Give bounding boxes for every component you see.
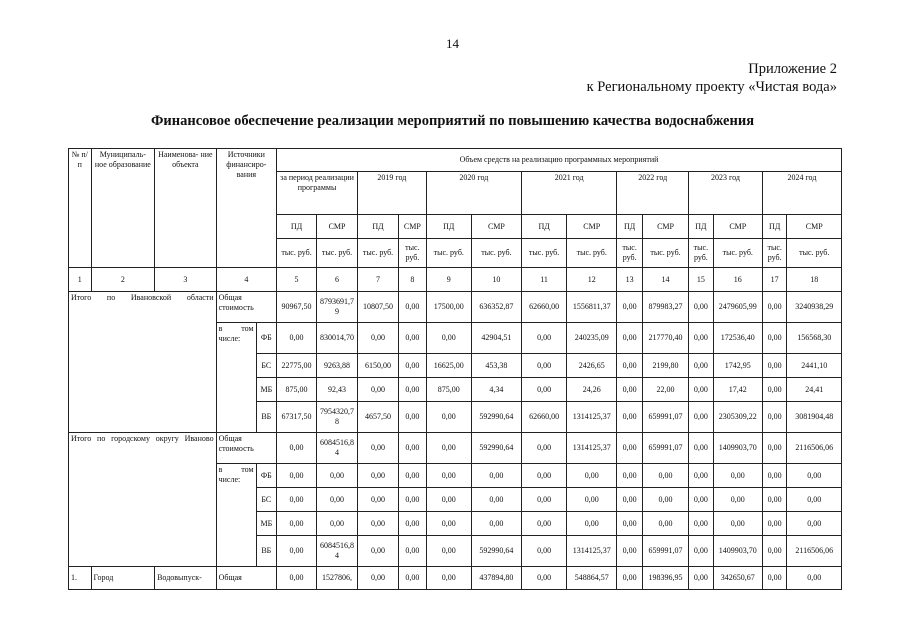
value-cell: 0,00 <box>277 567 317 590</box>
value-cell: 67317,50 <box>277 402 317 433</box>
value-cell: 0,00 <box>426 464 471 488</box>
value-cell: 0,00 <box>762 354 787 378</box>
column-number: 9 <box>426 268 471 292</box>
appendix-line-2: к Региональному проекту «Чистая вода» <box>586 79 837 95</box>
column-number: 2 <box>91 268 155 292</box>
header-pd: ПД <box>277 215 317 239</box>
value-cell: 0,00 <box>567 464 617 488</box>
value-cell: 0,00 <box>317 464 358 488</box>
value-cell: 0,00 <box>399 567 427 590</box>
header-unit: тыс. руб. <box>642 239 688 268</box>
value-cell: 0,00 <box>617 567 643 590</box>
column-number: 5 <box>277 268 317 292</box>
table-row <box>69 433 842 464</box>
value-cell: 0,00 <box>617 402 643 433</box>
value-cell: 0,00 <box>317 488 358 512</box>
including-label: в том числе: <box>216 323 256 433</box>
header-unit: тыс. руб. <box>762 239 787 268</box>
value-cell: 24,26 <box>567 378 617 402</box>
column-number: 18 <box>787 268 842 292</box>
value-cell: 0,00 <box>762 292 787 323</box>
value-cell: 10807,50 <box>358 292 399 323</box>
header-smr: СМР <box>642 215 688 239</box>
header-unit: тыс. руб. <box>471 239 521 268</box>
value-cell: 0,00 <box>522 488 567 512</box>
value-cell: 0,00 <box>689 488 714 512</box>
value-cell: 0,00 <box>617 536 643 567</box>
source-code: ВБ <box>256 402 277 433</box>
source-code: ВБ <box>256 536 277 567</box>
value-cell: 0,00 <box>399 378 427 402</box>
source-code: ФБ <box>256 464 277 488</box>
header-period: за период реализации программы <box>277 172 358 215</box>
row-source: Общая <box>216 567 276 590</box>
value-cell: 0,00 <box>762 378 787 402</box>
header-pd: ПД <box>426 215 471 239</box>
value-cell: 6150,00 <box>358 354 399 378</box>
value-cell: 0,00 <box>787 464 842 488</box>
value-cell: 90967,50 <box>277 292 317 323</box>
value-cell: 24,41 <box>787 378 842 402</box>
value-cell: 0,00 <box>617 433 643 464</box>
column-number: 12 <box>567 268 617 292</box>
value-cell: 0,00 <box>426 488 471 512</box>
value-cell: 0,00 <box>787 512 842 536</box>
value-cell: 0,00 <box>617 292 643 323</box>
value-cell: 217770,40 <box>642 323 688 354</box>
header-smr: СМР <box>317 215 358 239</box>
value-cell: 0,00 <box>399 464 427 488</box>
appendix-note <box>587 60 837 96</box>
table-row <box>69 292 842 323</box>
value-cell: 0,00 <box>713 488 762 512</box>
value-cell: 0,00 <box>787 567 842 590</box>
header-unit: тыс. руб. <box>522 239 567 268</box>
value-cell: 0,00 <box>713 464 762 488</box>
value-cell: 172536,40 <box>713 323 762 354</box>
value-cell: 0,00 <box>689 292 714 323</box>
value-cell: 0,00 <box>471 512 521 536</box>
value-cell: 0,00 <box>399 512 427 536</box>
column-number: 10 <box>471 268 521 292</box>
value-cell: 0,00 <box>617 378 643 402</box>
value-cell: 156568,30 <box>787 323 842 354</box>
value-cell: 0,00 <box>762 402 787 433</box>
column-number: 4 <box>216 268 276 292</box>
value-cell: 7954320,78 <box>317 402 358 433</box>
value-cell: 0,00 <box>277 488 317 512</box>
value-cell: 8793691,79 <box>317 292 358 323</box>
column-number: 1 <box>69 268 92 292</box>
row-object: Водовыпуск- <box>155 567 217 590</box>
appendix-line-1: Приложение 2 <box>748 61 837 77</box>
value-cell: 437894,80 <box>471 567 521 590</box>
header-unit: тыс. руб. <box>277 239 317 268</box>
value-cell: 0,00 <box>399 354 427 378</box>
row-number: 1. <box>69 567 92 590</box>
value-cell: 0,00 <box>617 354 643 378</box>
value-cell: 1556811,37 <box>567 292 617 323</box>
value-cell: 0,00 <box>277 433 317 464</box>
value-cell: 3081904,48 <box>787 402 842 433</box>
header-pd: ПД <box>358 215 399 239</box>
header-unit: тыс. руб. <box>787 239 842 268</box>
value-cell: 0,00 <box>522 378 567 402</box>
header-year-2019: 2019 год <box>358 172 427 215</box>
value-cell: 875,00 <box>426 378 471 402</box>
value-cell: 0,00 <box>762 464 787 488</box>
table-row <box>69 567 842 590</box>
column-number: 11 <box>522 268 567 292</box>
value-cell: 0,00 <box>426 567 471 590</box>
header-unit: тыс. руб. <box>399 239 427 268</box>
value-cell: 0,00 <box>762 323 787 354</box>
value-cell: 0,00 <box>277 536 317 567</box>
value-cell: 62660,00 <box>522 402 567 433</box>
column-number: 17 <box>762 268 787 292</box>
value-cell: 0,00 <box>689 464 714 488</box>
header-smr: СМР <box>399 215 427 239</box>
header-year-2021: 2021 год <box>522 172 617 215</box>
value-cell: 0,00 <box>358 378 399 402</box>
value-cell: 0,00 <box>689 354 714 378</box>
value-cell: 0,00 <box>426 433 471 464</box>
value-cell: 659991,07 <box>642 433 688 464</box>
source-code: ФБ <box>256 323 277 354</box>
value-cell: 592990,64 <box>471 433 521 464</box>
value-cell: 0,00 <box>762 512 787 536</box>
value-cell: 0,00 <box>762 433 787 464</box>
value-cell: 0,00 <box>522 354 567 378</box>
value-cell: 1314125,37 <box>567 402 617 433</box>
value-cell: 548864,57 <box>567 567 617 590</box>
header-smr: СМР <box>471 215 521 239</box>
column-number: 16 <box>713 268 762 292</box>
value-cell: 1314125,37 <box>567 536 617 567</box>
value-cell: 2116506,06 <box>787 433 842 464</box>
header-unit: тыс. руб. <box>689 239 714 268</box>
value-cell: 659991,07 <box>642 402 688 433</box>
column-number: 3 <box>155 268 217 292</box>
value-cell: 4,34 <box>471 378 521 402</box>
value-cell: 22,00 <box>642 378 688 402</box>
header-volume: Объем средств на реализацию программных мероприятий <box>277 149 842 172</box>
value-cell: 0,00 <box>617 464 643 488</box>
value-cell: 0,00 <box>277 464 317 488</box>
value-cell: 240235,09 <box>567 323 617 354</box>
value-cell: 198396,95 <box>642 567 688 590</box>
value-cell: 875,00 <box>277 378 317 402</box>
column-number: 7 <box>358 268 399 292</box>
header-unit: тыс. руб. <box>617 239 643 268</box>
value-cell: 1409903,70 <box>713 433 762 464</box>
value-cell: 0,00 <box>689 323 714 354</box>
value-cell: 0,00 <box>399 536 427 567</box>
value-cell: 0,00 <box>471 488 521 512</box>
value-cell: 0,00 <box>642 464 688 488</box>
value-cell: 0,00 <box>277 512 317 536</box>
value-cell: 0,00 <box>317 512 358 536</box>
column-number: 6 <box>317 268 358 292</box>
total-cost-label: Общая стоимость <box>216 433 276 464</box>
value-cell: 0,00 <box>787 488 842 512</box>
value-cell: 0,00 <box>689 567 714 590</box>
value-cell: 342650,67 <box>713 567 762 590</box>
value-cell: 2426,65 <box>567 354 617 378</box>
value-cell: 0,00 <box>426 512 471 536</box>
value-cell: 0,00 <box>277 323 317 354</box>
value-cell: 2199,80 <box>642 354 688 378</box>
value-cell: 1527806, <box>317 567 358 590</box>
value-cell: 3240938,29 <box>787 292 842 323</box>
value-cell: 0,00 <box>358 567 399 590</box>
value-cell: 0,00 <box>617 323 643 354</box>
value-cell: 0,00 <box>522 464 567 488</box>
total-cost-label: Общая стоимость <box>216 292 276 323</box>
source-code: БС <box>256 488 277 512</box>
group-label: Итого по городскому округу Иваново <box>69 433 217 567</box>
column-number: 13 <box>617 268 643 292</box>
value-cell: 830014,70 <box>317 323 358 354</box>
value-cell: 16625,00 <box>426 354 471 378</box>
value-cell: 0,00 <box>399 292 427 323</box>
value-cell: 4657,50 <box>358 402 399 433</box>
value-cell: 22775,00 <box>277 354 317 378</box>
value-cell: 92,43 <box>317 378 358 402</box>
source-code: МБ <box>256 378 277 402</box>
value-cell: 0,00 <box>426 536 471 567</box>
header-pd: ПД <box>522 215 567 239</box>
value-cell: 453,38 <box>471 354 521 378</box>
value-cell: 0,00 <box>358 488 399 512</box>
value-cell: 42904,51 <box>471 323 521 354</box>
header-unit: тыс. руб. <box>713 239 762 268</box>
value-cell: 0,00 <box>358 433 399 464</box>
value-cell: 0,00 <box>522 536 567 567</box>
value-cell: 0,00 <box>522 512 567 536</box>
value-cell: 0,00 <box>689 378 714 402</box>
value-cell: 0,00 <box>399 488 427 512</box>
value-cell: 879983,27 <box>642 292 688 323</box>
header-pd: ПД <box>617 215 643 239</box>
page-number: 14 <box>446 36 459 51</box>
value-cell: 0,00 <box>471 464 521 488</box>
value-cell: 1409903,70 <box>713 536 762 567</box>
value-cell: 1314125,37 <box>567 433 617 464</box>
value-cell: 659991,07 <box>642 536 688 567</box>
header-smr: СМР <box>787 215 842 239</box>
financing-table <box>68 148 842 590</box>
value-cell: 17,42 <box>713 378 762 402</box>
value-cell: 0,00 <box>642 512 688 536</box>
header-pd: ПД <box>762 215 787 239</box>
header-year-2020: 2020 год <box>426 172 521 215</box>
value-cell: 0,00 <box>358 464 399 488</box>
value-cell: 0,00 <box>762 488 787 512</box>
value-cell: 0,00 <box>358 512 399 536</box>
group-label: Итого по Ивановской области <box>69 292 217 433</box>
header-year-2023: 2023 год <box>689 172 763 215</box>
value-cell: 0,00 <box>358 323 399 354</box>
value-cell: 9263,88 <box>317 354 358 378</box>
column-number: 15 <box>689 268 714 292</box>
value-cell: 0,00 <box>689 433 714 464</box>
value-cell: 0,00 <box>689 536 714 567</box>
value-cell: 17500,00 <box>426 292 471 323</box>
row-municipality: Город <box>91 567 155 590</box>
value-cell: 2305309,22 <box>713 402 762 433</box>
value-cell: 0,00 <box>358 536 399 567</box>
value-cell: 0,00 <box>522 433 567 464</box>
column-number: 14 <box>642 268 688 292</box>
source-code: БС <box>256 354 277 378</box>
value-cell: 0,00 <box>426 402 471 433</box>
value-cell: 0,00 <box>713 512 762 536</box>
value-cell: 0,00 <box>399 323 427 354</box>
header-unit: тыс. руб. <box>358 239 399 268</box>
value-cell: 0,00 <box>617 488 643 512</box>
value-cell: 0,00 <box>426 323 471 354</box>
document-title: Финансовое обеспечение реализации мероприятий по повышению качества водоснабжения <box>150 113 755 129</box>
value-cell: 0,00 <box>399 433 427 464</box>
value-cell: 592990,64 <box>471 402 521 433</box>
value-cell: 2479605,99 <box>713 292 762 323</box>
value-cell: 62660,00 <box>522 292 567 323</box>
value-cell: 0,00 <box>762 536 787 567</box>
column-number: 8 <box>399 268 427 292</box>
header-smr: СМР <box>713 215 762 239</box>
value-cell: 6084516,84 <box>317 536 358 567</box>
header-pd: ПД <box>689 215 714 239</box>
value-cell: 0,00 <box>567 488 617 512</box>
value-cell: 0,00 <box>762 567 787 590</box>
header-unit: тыс. руб. <box>567 239 617 268</box>
value-cell: 592990,64 <box>471 536 521 567</box>
header-year-2024: 2024 год <box>762 172 841 215</box>
value-cell: 0,00 <box>689 402 714 433</box>
header-object: Наименова- ние объекта <box>155 149 217 268</box>
value-cell: 0,00 <box>689 512 714 536</box>
including-label: в том числе: <box>216 464 256 567</box>
header-source: Источники финансиро- вания <box>216 149 276 268</box>
value-cell: 0,00 <box>567 512 617 536</box>
value-cell: 6084516,84 <box>317 433 358 464</box>
header-num: № п/п <box>69 149 92 268</box>
value-cell: 0,00 <box>522 567 567 590</box>
header-year-2022: 2022 год <box>617 172 689 215</box>
value-cell: 1742,95 <box>713 354 762 378</box>
value-cell: 2116506,06 <box>787 536 842 567</box>
value-cell: 0,00 <box>399 402 427 433</box>
header-unit: тыс. руб. <box>317 239 358 268</box>
header-smr: СМР <box>567 215 617 239</box>
header-unit: тыс. руб. <box>426 239 471 268</box>
value-cell: 0,00 <box>522 323 567 354</box>
value-cell: 0,00 <box>642 488 688 512</box>
value-cell: 2441,10 <box>787 354 842 378</box>
value-cell: 636352,87 <box>471 292 521 323</box>
header-municipality: Муниципаль- ное образование <box>91 149 155 268</box>
source-code: МБ <box>256 512 277 536</box>
value-cell: 0,00 <box>617 512 643 536</box>
